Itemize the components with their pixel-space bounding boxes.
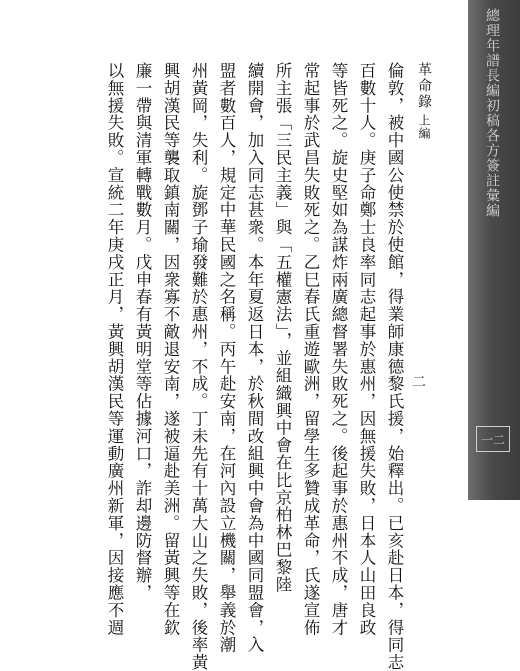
spine-text: 總理年譜長編初稿各方簽註彙編 (484, 8, 500, 218)
text-column: 以無援失敗。宣統二年庚戌正月，黃興胡漢民等運動廣州新軍，因接應不週 (105, 62, 124, 637)
spine-page-number: 一二 (476, 426, 510, 452)
header-page-number: 二 (410, 374, 426, 389)
text-column: 盟者數百人，規定中華民國之名稱。丙午赴安南，在河內設立機關，舉義於潮 (217, 62, 236, 654)
text-column: 州黃岡，失利。旋鄧子瑜發難於惠州，不成。丁未先有十萬大山之失敗，後率黃 (189, 62, 208, 671)
text-column: 等皆死之。旋史堅如為謀炸兩廣總督署失敗死之。後起事於惠州不成，唐才 (329, 62, 348, 637)
header-title: 革命錄 (416, 62, 432, 110)
text-column: 倫敦，被中國公使禁於使館，得業師康德黎氏援，始釋出。已亥赴日本，得同志 (385, 62, 404, 671)
vertical-text-block (86, 62, 432, 671)
running-header (412, 62, 436, 444)
text-column: 百數十人。庚子命鄭士良率同志起事於惠州，因無援失敗，日本人山田良政 (357, 62, 376, 637)
text-column: 廉一帶與清軍轉戰數月。戊申春有黃明堂等佔據河口，詐却邊防督辦， (133, 62, 152, 602)
text-column: 常起事於武昌失敗死之。乙巳春氏重遊歐洲，留學生多贊成革命，氏遂宣佈 (301, 62, 320, 637)
text-column: 興胡漢民等襲取鎮南關，因衆寡不敵退安南，遂被逼赴美洲。留黃興等在欽 (161, 62, 180, 637)
header-subtitle: 上編 (417, 114, 431, 140)
text-column: 續開會，加入同志甚衆。本年夏返日本，於秋間改組興中會為中國同盟會，入 (245, 62, 264, 654)
text-column: 所主張「三民主義」與「五權憲法」，並組織興中會在比京柏林巴黎陸 (273, 62, 292, 594)
